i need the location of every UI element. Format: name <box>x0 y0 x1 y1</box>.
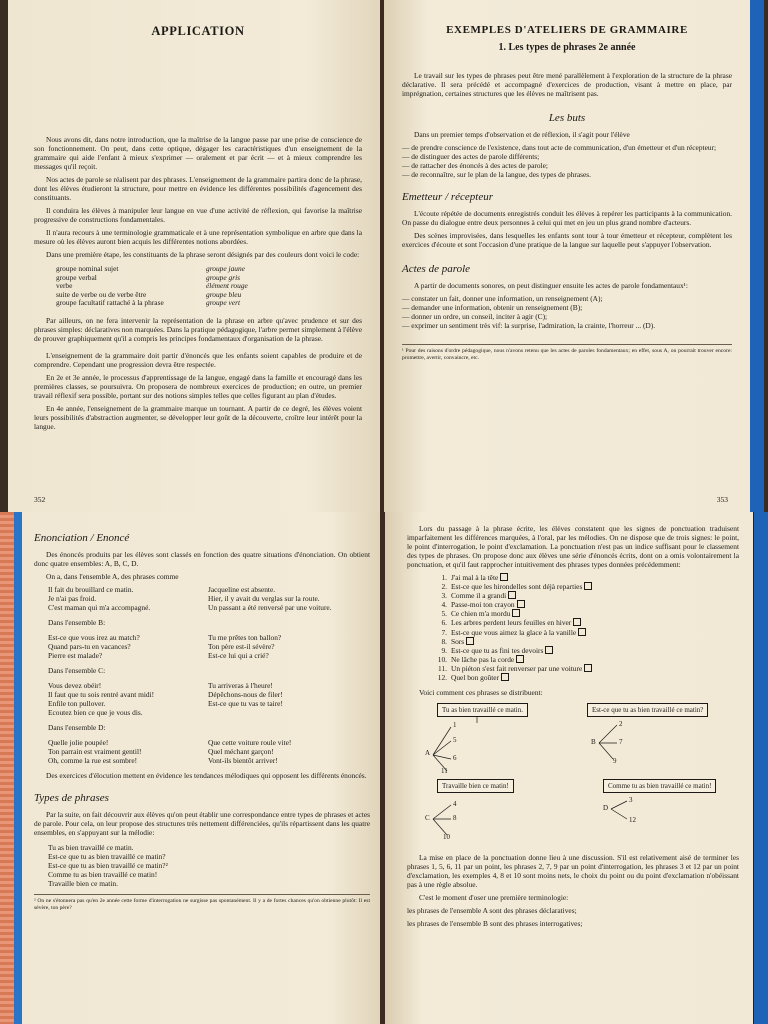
paragraph: Des exercices d'élocution mettent en évidence les tendances mélodiques qui opposent les différents énoncés. <box>46 771 367 780</box>
set-a-examples: Il fait du brouillard ce matin. Je n'ai pas froid. C'est maman qui m'a accompagné. Jacqueline est absente. Hier, il y avait du verglas sur la route. Un passant a été renversé par une voiture. <box>48 585 332 612</box>
list-item: 11. Un piéton s'est fait renverser par une voiture <box>435 664 739 673</box>
example-sentence: Comme tu as bien travaillé ce matin! <box>48 870 158 879</box>
paragraph: En 4e année, l'enseignement de la grammaire marque un tournant. A partir de ce degré, les élèves voient leurs possibilités d'abstraction augmenter, se développer leur goût de la découverte, croître leur intérêt pour la langue. <box>34 403 362 431</box>
list-item: — de rattacher des énoncés à des actes de parole; <box>402 161 732 170</box>
list-item: 10. Ne lâche pas la corde <box>435 655 739 664</box>
color-code-table <box>56 265 362 308</box>
paragraph: Lors du passage à la phrase écrite, les élèves constatent que les signes de ponctuation traduisent imparfaitement les différences marquées, à l'oral, par les mélodies. On ne dispose que de trois signes: le point, le point d'interrogation, le point d'exclamation. La ponctuation n'est pas un indice suffisant pour le classement des types de phrases. On propose donc aux élèves une série d'énoncés écrits, dont on a omis volontairement la ponctuation, et qu'il faut rapprocher intuitivement des phrases types données précédemment: <box>407 524 739 569</box>
section-title: 1. Les types de phrases 2e année <box>498 42 636 53</box>
sentence-list <box>435 573 739 682</box>
code-row: groupe facultatif rattaché à la phrase groupe vert <box>56 298 241 308</box>
paragraph: les phrases de l'ensemble B sont des phrases interrogatives; <box>407 919 583 929</box>
page-title-application: APPLICATION <box>151 24 245 38</box>
set-d-examples: Quelle jolie poupée! Ton parrain est vraiment gentil! Oh, comme la rue est sombre! Que cette voiture roule vite! Quel méchant garçon! Vont-ils bientôt arriver! <box>48 738 292 765</box>
paragraph: Nous avons dit, dans notre introduction, que la maîtrise de la langue passe par une prise de conscience de son fonctionnement. On peut, dans cette optique, dégager les caractéristiques d'un enseignement de la grammaire qui aide l'enfant à mieux s'exprimer — oralement et par écrit — et à mieux comprendre les messages qu'il reçoit. <box>34 135 362 171</box>
list-item: 3. Comme il a grandi <box>435 591 739 600</box>
set-label: Dans l'ensemble B: <box>48 618 106 627</box>
code-row: groupe nominal sujet groupe jaune <box>56 264 245 273</box>
paragraph: C'est le moment d'oser une première terminologie: <box>419 893 569 903</box>
bottom-spread <box>0 512 768 1024</box>
heading-types: Types de phrases <box>34 792 109 804</box>
speech-acts-list <box>402 294 732 330</box>
list-item: — constater un fait, donner une information, un renseignement (A); <box>402 294 732 303</box>
list-item: 2. Est-ce que les hirondelles sont déjà reparties <box>435 582 739 591</box>
heading-actes: Actes de parole <box>402 263 471 275</box>
code-row: groupe verbal groupe gris <box>56 272 241 282</box>
page-352 <box>8 0 380 512</box>
code-row: suite de verbe ou de verbe être groupe bleu <box>56 289 242 299</box>
list-item: — demander une information, obtenir un renseignement (B); <box>402 303 732 312</box>
paragraph: L'écoute répétée de documents enregistrés conduit les élèves à repérer les participants à la communication. On passe du dialogue entre deux personnes à celui qui met en jeu un plus grand nombre d'acteurs. <box>402 209 732 227</box>
tree-b: Est-ce que tu as bien travaillé ce matin? B 2 7 9 <box>583 703 733 773</box>
paragraph: Dans une première étape, les constituants de la phrase seront désignés par des couleurs dont voici le code: <box>46 250 360 259</box>
paragraph: Voici comment ces phrases se distribuent: <box>419 688 543 698</box>
book-cover-edge <box>0 512 22 1024</box>
list-item: 12. Quel bon goûter <box>435 673 739 682</box>
example-sentence: Est-ce que tu as bien travaillé ce matin?² <box>48 861 168 870</box>
paragraph: L'enseignement de la grammaire doit partir d'énoncés que les enfants soient capables de produire et de comprendre. Cependant une progression devra être respectée. <box>34 350 362 369</box>
list-item: 6. Les arbres perdent leurs feuilles en hiver <box>435 618 739 627</box>
goals-list <box>402 143 732 179</box>
list-item: 9. Est-ce que tu as fini tes devoirs <box>435 646 739 655</box>
paragraph: Le travail sur les types de phrases peut être mené parallèlement à l'exploration de la structure de la phrase déclarative. Il sera précédé et accompagné d'exercices de production, visant à mettre en place, par imprégnation, certaines structures que les élèves ne maîtrisent pas. <box>402 71 732 98</box>
paragraph: Nos actes de parole se réalisent par des phrases. L'enseignement de la grammaire partira donc de la phrase, dont les élèves étudieront la structure, pour mettre en évidence les différentes possibilités d'agencement des constituants. <box>34 175 362 202</box>
page-number: 353 <box>716 495 728 504</box>
paragraph: Dans un premier temps d'observation et de réflexion, il s'agit pour l'élève <box>414 130 630 139</box>
heading-emetteur: Emetteur / récepteur <box>402 191 494 203</box>
heading-enonciation: Enonciation / Enoncé <box>34 532 130 544</box>
list-item: — donner un ordre, un conseil, inciter à agir (C); <box>402 312 732 321</box>
list-item: 7. Est-ce que vous aimez la glace à la vanille <box>435 628 739 637</box>
set-label: Dans l'ensemble C: <box>48 666 106 675</box>
book-edge <box>750 0 764 512</box>
list-item: — de prendre conscience de l'existence, dans tout acte de communication, d'un émetteur et d'un récepteur; <box>402 143 732 152</box>
list-item: 5. Ce chien m'a mordu <box>435 609 739 618</box>
example-sentence: Est-ce que tu as bien travaillé ce matin? <box>48 852 166 861</box>
list-item: 1. J'ai mal à la tête <box>435 573 739 582</box>
page-353 <box>384 0 750 512</box>
paragraph: les phrases de l'ensemble A sont des phrases déclaratives; <box>407 906 577 916</box>
paragraph: Par la suite, on fait découvrir aux élèves qu'on peut établir une correspondance entre types de phrases et actes de parole. Pour cela, on leur propose des structures très nettement différenciées, qu'ils répartissent dans les quatre ensembles, en s'appuyant sur la mélodie: <box>34 810 370 837</box>
list-item: — de distinguer des actes de parole différents; <box>402 152 732 161</box>
list-item: 4. Passe-moi ton crayon <box>435 600 739 609</box>
list-item: 8. Sors <box>435 637 739 646</box>
paragraph: Il n'aura recours à une terminologie grammaticale et à une représentation symbolique en arbre que dans la mesure où les élèves auront bien acquis les différentes notions abordées. <box>34 228 362 246</box>
distribution-trees <box>407 703 739 849</box>
paragraph: Des scènes improvisées, dans lesquelles les enfants sont tour à tour émetteur et récepteur, complètent les exercices d'écoute et sont l'occasion d'une pratique de la langue sur laquelle peut s'appuyer l'observation. <box>402 231 732 249</box>
paragraph: La mise en place de la ponctuation donne lieu à une discussion. S'il est relativement aisé de terminer les phrases 1, 5, 6, 11 par un point, les phrases 2, 7, 9 par un point d'interrogation, les phrases 3 et 12 par un point d'exclamation, les exemples 4, 8 et 10 sont moins nets, le choix du point ou du point d'exclamation n'obéissant pas à une règle absolue. <box>407 853 739 890</box>
book-edge <box>754 512 768 1024</box>
footnote: ² On ne s'étonnera pas qu'en 2e année cette forme d'interrogation ne surgisse pas spontanément. Il y a de fortes chances qu'on obtienne plutôt: Il est sévère, ton père? <box>34 894 370 912</box>
paragraph: Par ailleurs, on ne fera intervenir la représentation de la phrase en arbre qu'avec prudence et sur des phrases simples: déclaratives non marquées. Dans la pratique pédagogique, l'arbre permet simplement à l'élève de prouver graphiquement qu'il a compris les principes fondamentaux d'organisation de la phrase. <box>34 315 362 343</box>
paragraph: On a, dans l'ensemble A, des phrases comme <box>46 572 179 581</box>
code-row: verbe élément rouge <box>56 281 248 291</box>
paragraph: En 2e et 3e année, le processus d'apprentissage de la langue, engagé dans la famille et encouragé dans les premières classes, se poursuivra. On proposera de nombreux exercices de production; en outre, un premier travail réflexif sera possible, portant sur des notions simples telles que celles figurant au plan d'études. <box>34 372 362 400</box>
tree-c: Travaille bien ce matin! C 4 8 10 <box>417 779 567 849</box>
tree-a: Tu as bien travaillé ce matin. A 1 5 6 11 <box>417 703 567 773</box>
footnote: ¹ Pour des raisons d'ordre pédagogique, nous n'avons retenu que les actes de paroles fondamentaux; en effet, sous A, on pourrait trouver encore: promettre, avertir, convaincre, etc. <box>402 344 732 362</box>
page-number: 352 <box>34 495 46 504</box>
page-title-ateliers: EXEMPLES D'ATELIERS DE GRAMMAIRE <box>446 24 688 36</box>
list-item: — exprimer un sentiment très vif: la surprise, l'admiration, la crainte, l'horreur ... (D). <box>402 321 732 330</box>
example-sentence: Tu as bien travaillé ce matin. <box>48 843 134 852</box>
set-label: Dans l'ensemble D: <box>48 723 106 732</box>
paragraph: Il conduira les élèves à manipuler leur langue en vue d'une activité de réflexion, qui favorise la maîtrise progressive de constructions fondamentales. <box>34 206 362 224</box>
paragraph: Des énoncés produits par les élèves sont classés en fonction des quatre situations d'énonciation. On obtient donc quatre ensembles: A, B, C, D. <box>34 550 370 568</box>
set-b-examples: Est-ce que vous irez au match? Quand pars-tu en vacances? Pierre est malade? Tu me prêtes ton ballon? Ton père est-il sévère? Est-ce lui qui a crié? <box>48 633 282 660</box>
tree-d: Comme tu as bien travaillé ce matin! D 3 12 <box>583 779 733 849</box>
heading-les-buts: Les buts <box>548 112 586 124</box>
page-355 <box>385 512 753 1024</box>
example-sentence: Travaille bien ce matin. <box>48 879 118 888</box>
page-354 <box>22 512 382 1024</box>
set-c-examples: Vous devez obéir! Il faut que tu sois rentré avant midi! Enfile ton pullover. Ecoutez bien ce que je vous dis. Tu arriveras à l'heure! Dépêchons-nous de filer! Est-ce que tu vas te taire! <box>48 681 283 717</box>
list-item: — de reconnaître, sur le plan de la langue, des types de phrases. <box>402 170 732 179</box>
paragraph: A partir de documents sonores, on peut distinguer ensuite les actes de parole fondamentaux¹: <box>414 281 688 290</box>
